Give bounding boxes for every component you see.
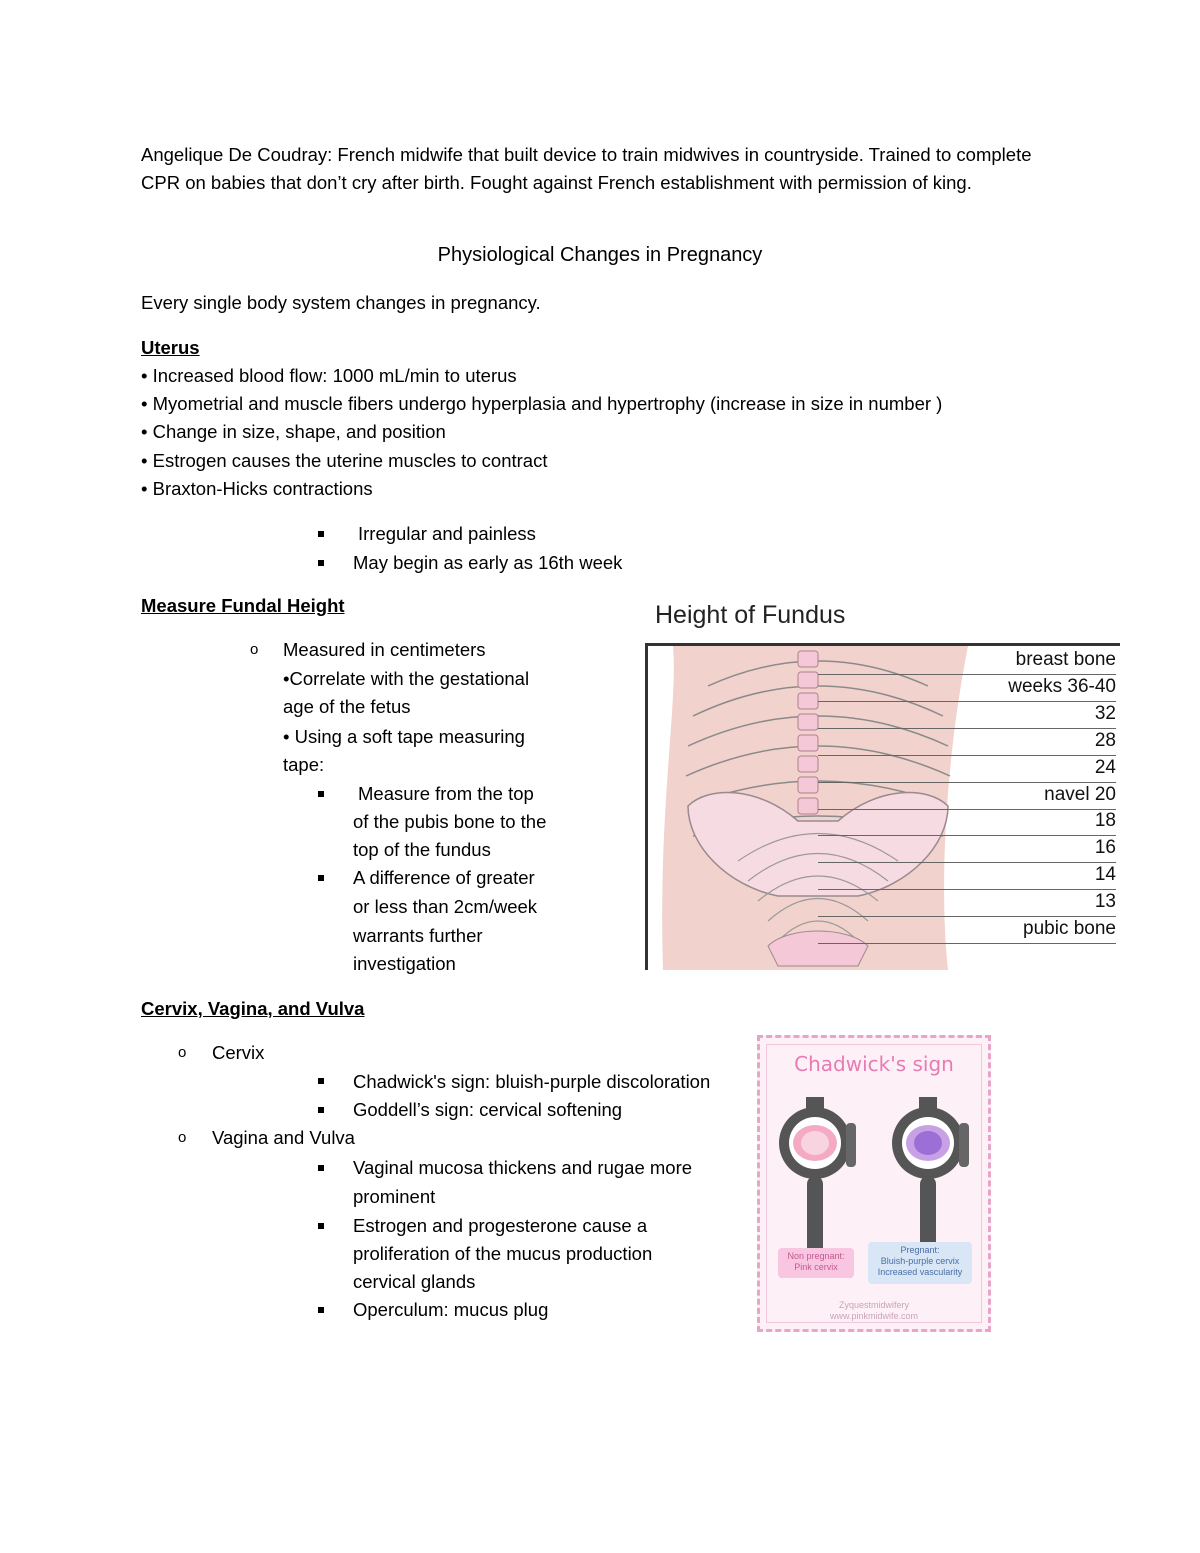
fundus-label: 24 (1094, 757, 1116, 778)
figure-title: Chadwick's sign (794, 1052, 954, 1076)
fundus-level-line (818, 728, 1116, 729)
fundus-level-line (818, 835, 1116, 836)
fundus-label: breast bone (1015, 649, 1116, 670)
vagina-item-line: prominent (353, 1186, 436, 1207)
lead-text: Every single body system changes in pregnancy. (141, 292, 541, 313)
fundal-sub-line: of the pubis bone to the (353, 811, 547, 832)
uterus-bullet: • Myometrial and muscle fibers undergo hyperplasia and hypertrophy (increase in size in number ) (141, 393, 943, 414)
intro-paragraph: Angelique De Coudray: French midwife that built device to train midwives in countryside. Trained to complete CPR on babies that don’t cry after birth. Fought against French establishment with permission of king. (141, 144, 1032, 194)
square-bullet-icon (318, 791, 324, 797)
fundal-sub-line: investigation (353, 953, 456, 974)
non-pregnant-label (778, 1248, 854, 1278)
fundal-sub-line: warrants further (353, 925, 483, 946)
fundal-line: •Correlate with the gestational (283, 668, 530, 689)
fundus-level-line (818, 862, 1116, 863)
vagina-label: Vagina and Vulva (212, 1127, 355, 1148)
fundus-level-line (818, 782, 1116, 783)
fundal-main-item: Measured in centimeters (283, 639, 486, 660)
label-line: Pink cervix (794, 1262, 838, 1272)
uterus-bullet: • Change in size, shape, and position (141, 421, 446, 442)
uterus-bullet: • Estrogen causes the uterine muscles to contract (141, 450, 548, 471)
square-bullet-icon (318, 1223, 324, 1229)
fundus-label: 14 (1094, 864, 1116, 885)
fundus-diagram (645, 643, 1120, 970)
fundus-level-line (818, 889, 1116, 890)
credit-line: www.pinkmidwife.com (829, 1311, 919, 1321)
credit-line: Zyquestmidwifery (838, 1300, 910, 1310)
circle-bullet-icon: o (250, 641, 259, 658)
pregnant-label (868, 1242, 972, 1284)
uterus-heading: Uterus (141, 337, 200, 358)
fundus-label: 18 (1094, 810, 1116, 831)
vagina-item-line: Vaginal mucosa thickens and rugae more (353, 1157, 693, 1178)
figure-title: Height of Fundus (655, 601, 846, 629)
square-bullet-icon (318, 1165, 324, 1171)
label-line: Bluish-purple cervix (880, 1256, 960, 1266)
fundus-label: 28 (1094, 730, 1116, 751)
square-bullet-icon (318, 531, 324, 537)
fundal-line: • Using a soft tape measuring (283, 726, 525, 747)
page-title: Physiological Changes in Pregnancy (437, 244, 763, 266)
fundus-level-line (818, 755, 1116, 756)
uterus-sub-item: May begin as early as 16th week (353, 552, 623, 573)
fundal-line: tape: (283, 754, 325, 775)
fundal-sub-line: or less than 2cm/week (353, 896, 538, 917)
fundus-label: 32 (1094, 703, 1116, 724)
uterus-bullet: • Braxton-Hicks contractions (141, 478, 373, 499)
uterus-bullet: • Increased blood flow: 1000 mL/min to uterus (141, 365, 517, 386)
square-bullet-icon (318, 1078, 324, 1084)
fundus-label: pubic bone (1023, 918, 1116, 939)
label-line: Non pregnant: (787, 1251, 845, 1261)
fundal-sub-line: A difference of greater (353, 867, 535, 888)
uterus-sub-item: Irregular and painless (358, 523, 536, 544)
cervix-item: Goddell’s sign: cervical softening (353, 1099, 623, 1120)
vagina-item-line: proliferation of the mucus production (353, 1243, 653, 1264)
cervix-item: Chadwick's sign: bluish-purple discoloration (353, 1071, 711, 1092)
fundal-sub-line: Measure from the top (358, 783, 534, 804)
square-bullet-icon (318, 1307, 324, 1313)
fundus-label: 13 (1094, 891, 1116, 912)
fundus-level-line (818, 943, 1116, 944)
vagina-item-line: Estrogen and progesterone cause a (353, 1215, 648, 1236)
figure-credit (760, 1300, 988, 1322)
circle-bullet-icon: o (178, 1129, 187, 1146)
vagina-item-line: Operculum: mucus plug (353, 1299, 549, 1320)
vagina-item-line: cervical glands (353, 1271, 476, 1292)
fundus-label: 16 (1094, 837, 1116, 858)
fundus-level-line (818, 674, 1116, 675)
fundal-heading: Measure Fundal Height (141, 595, 345, 616)
fundus-level-line (818, 916, 1116, 917)
label-line: Pregnant: (900, 1245, 940, 1255)
fundal-sub-line: top of the fundus (353, 839, 491, 860)
cervix-label: Cervix (212, 1042, 265, 1063)
circle-bullet-icon: o (178, 1044, 187, 1061)
fundal-line: age of the fetus (283, 696, 411, 717)
fundus-height-figure (645, 595, 1120, 970)
label-line: Increased vascularity (877, 1267, 963, 1277)
fundus-level-line (818, 809, 1116, 810)
square-bullet-icon (318, 875, 324, 881)
cervix-heading: Cervix, Vagina, and Vulva (141, 998, 365, 1019)
chadwick-sign-figure (757, 1035, 991, 1332)
fundus-label: weeks 36-40 (1008, 676, 1116, 697)
square-bullet-icon (318, 1107, 324, 1113)
fundus-label: navel 20 (1044, 784, 1116, 805)
square-bullet-icon (318, 560, 324, 566)
fundus-level-line (818, 701, 1116, 702)
